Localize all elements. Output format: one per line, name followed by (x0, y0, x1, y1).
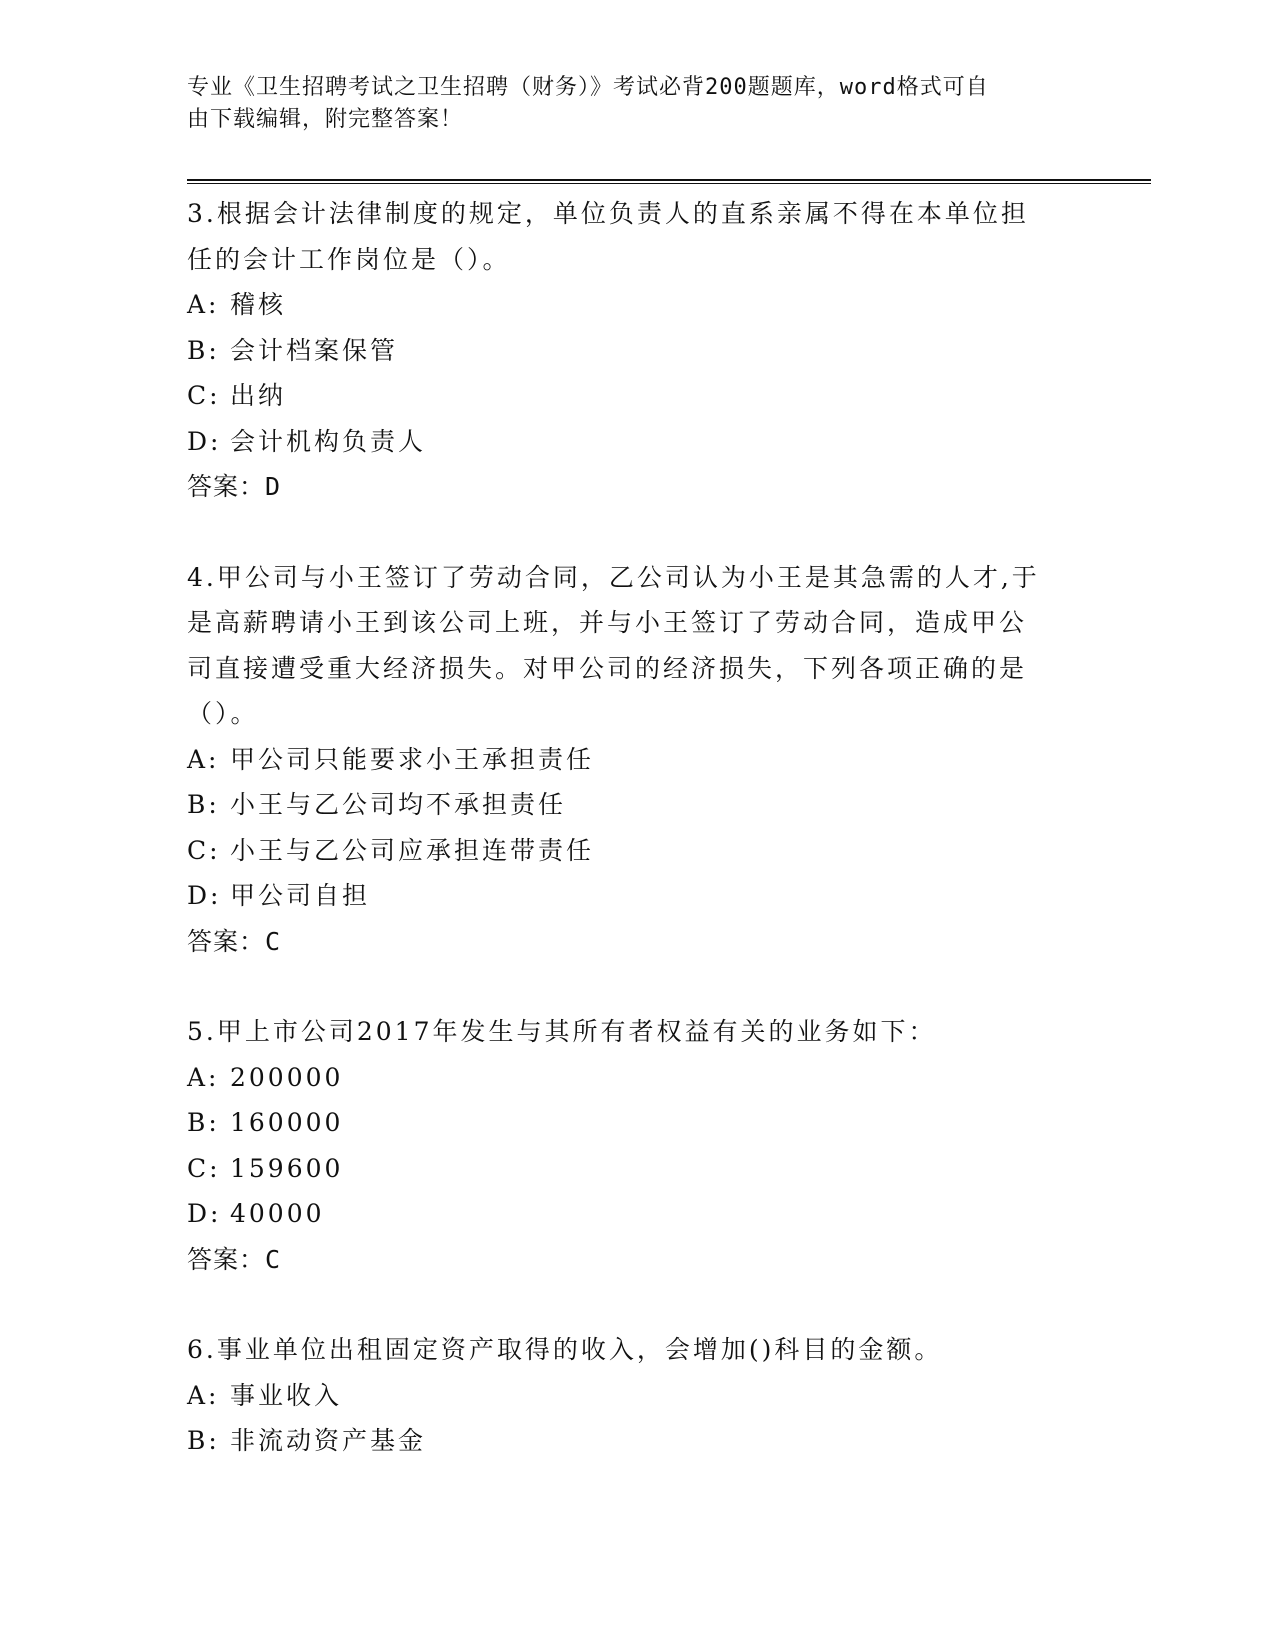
option-key: B: (187, 1108, 220, 1137)
option-text: 甲公司自担 (230, 881, 371, 910)
option-text: 小王与乙公司应承担连带责任 (230, 835, 595, 865)
option-a (187, 1055, 1087, 1101)
header-divider-thin (187, 183, 1151, 184)
option-key: B: (187, 335, 220, 365)
option-text: 出纳 (230, 381, 287, 410)
option-key: C: (187, 1153, 221, 1183)
header-divider-thick (187, 179, 1151, 181)
answer-value: D (265, 472, 282, 501)
option-text: 会计机构负责人 (230, 426, 427, 456)
option-key: A: (187, 1380, 220, 1410)
question-3 (187, 191, 1087, 510)
option-key: A: (187, 1062, 220, 1092)
option-d (187, 419, 1087, 465)
option-b (187, 328, 1087, 374)
option-text: 事业收入 (230, 1380, 343, 1410)
answer-label: 答案： (187, 1244, 266, 1274)
option-key: D: (187, 881, 222, 910)
header-line-1: 专业《卫生招聘考试之卫生招聘（财务）》考试必背200题题库，word格式可自 (187, 75, 989, 100)
option-d (187, 1191, 1087, 1237)
question-4 (187, 555, 1087, 965)
question-stem-line: 司直接遭受重大经济损失。对甲公司的经济损失，下列各项正确的是 (187, 653, 1028, 683)
option-key: C: (187, 381, 221, 410)
option-c (187, 828, 1087, 874)
option-a (187, 1373, 1087, 1419)
answer-value: C (265, 1244, 282, 1274)
option-key: B: (187, 1426, 220, 1455)
question-stem-line: 5.甲上市公司2017年发生与其所有者权益有关的业务如下： (187, 1017, 937, 1046)
option-text: 甲公司只能要求小王承担责任 (230, 744, 595, 774)
option-d (187, 873, 1087, 919)
option-b (187, 1418, 1087, 1464)
option-text: 小王与乙公司均不承担责任 (230, 790, 567, 819)
answer-line (187, 464, 1087, 510)
question-stem-line: 6.事业单位出租固定资产取得的收入，会增加()科目的金额。 (187, 1335, 943, 1364)
question-stem-line: 3.根据会计法律制度的规定，单位负责人的直系亲属不得在本单位担 (187, 199, 1029, 228)
question-list (187, 191, 1087, 1509)
question-stem-line: 4.甲公司与小王签订了劳动合同，乙公司认为小王是其急需的人才,于 (187, 562, 1040, 592)
option-text: 200000 (230, 1062, 344, 1092)
option-key: C: (187, 835, 221, 865)
option-b (187, 782, 1087, 828)
option-text: 40000 (230, 1199, 325, 1228)
answer-label: 答案： (187, 472, 266, 501)
header-line-2: 由下载编辑，附完整答案！ (187, 107, 464, 132)
option-text: 159600 (230, 1153, 344, 1183)
question-6 (187, 1327, 1087, 1464)
option-key: A: (187, 744, 220, 774)
option-a (187, 282, 1087, 328)
option-key: B: (187, 790, 220, 819)
option-key: A: (187, 290, 220, 319)
option-c (187, 373, 1087, 419)
question-5 (187, 1009, 1087, 1282)
option-text: 非流动资产基金 (230, 1426, 427, 1455)
document-header (187, 72, 1067, 136)
answer-label: 答案： (187, 926, 266, 956)
option-b (187, 1100, 1087, 1146)
option-key: D: (187, 426, 222, 456)
answer-value: C (265, 926, 282, 956)
question-stem-line: （）。 (187, 699, 259, 728)
question-stem-line: 任的会计工作岗位是（）。 (187, 244, 511, 274)
answer-line (187, 1237, 1087, 1283)
option-a (187, 737, 1087, 783)
option-text: 会计档案保管 (230, 335, 399, 365)
question-stem-line: 是高薪聘请小王到该公司上班，并与小王签订了劳动合同，造成甲公 (187, 608, 1028, 637)
answer-line (187, 919, 1087, 965)
option-key: D: (187, 1199, 222, 1228)
option-text: 稽核 (230, 290, 287, 319)
option-text: 160000 (230, 1108, 344, 1137)
option-c (187, 1146, 1087, 1192)
